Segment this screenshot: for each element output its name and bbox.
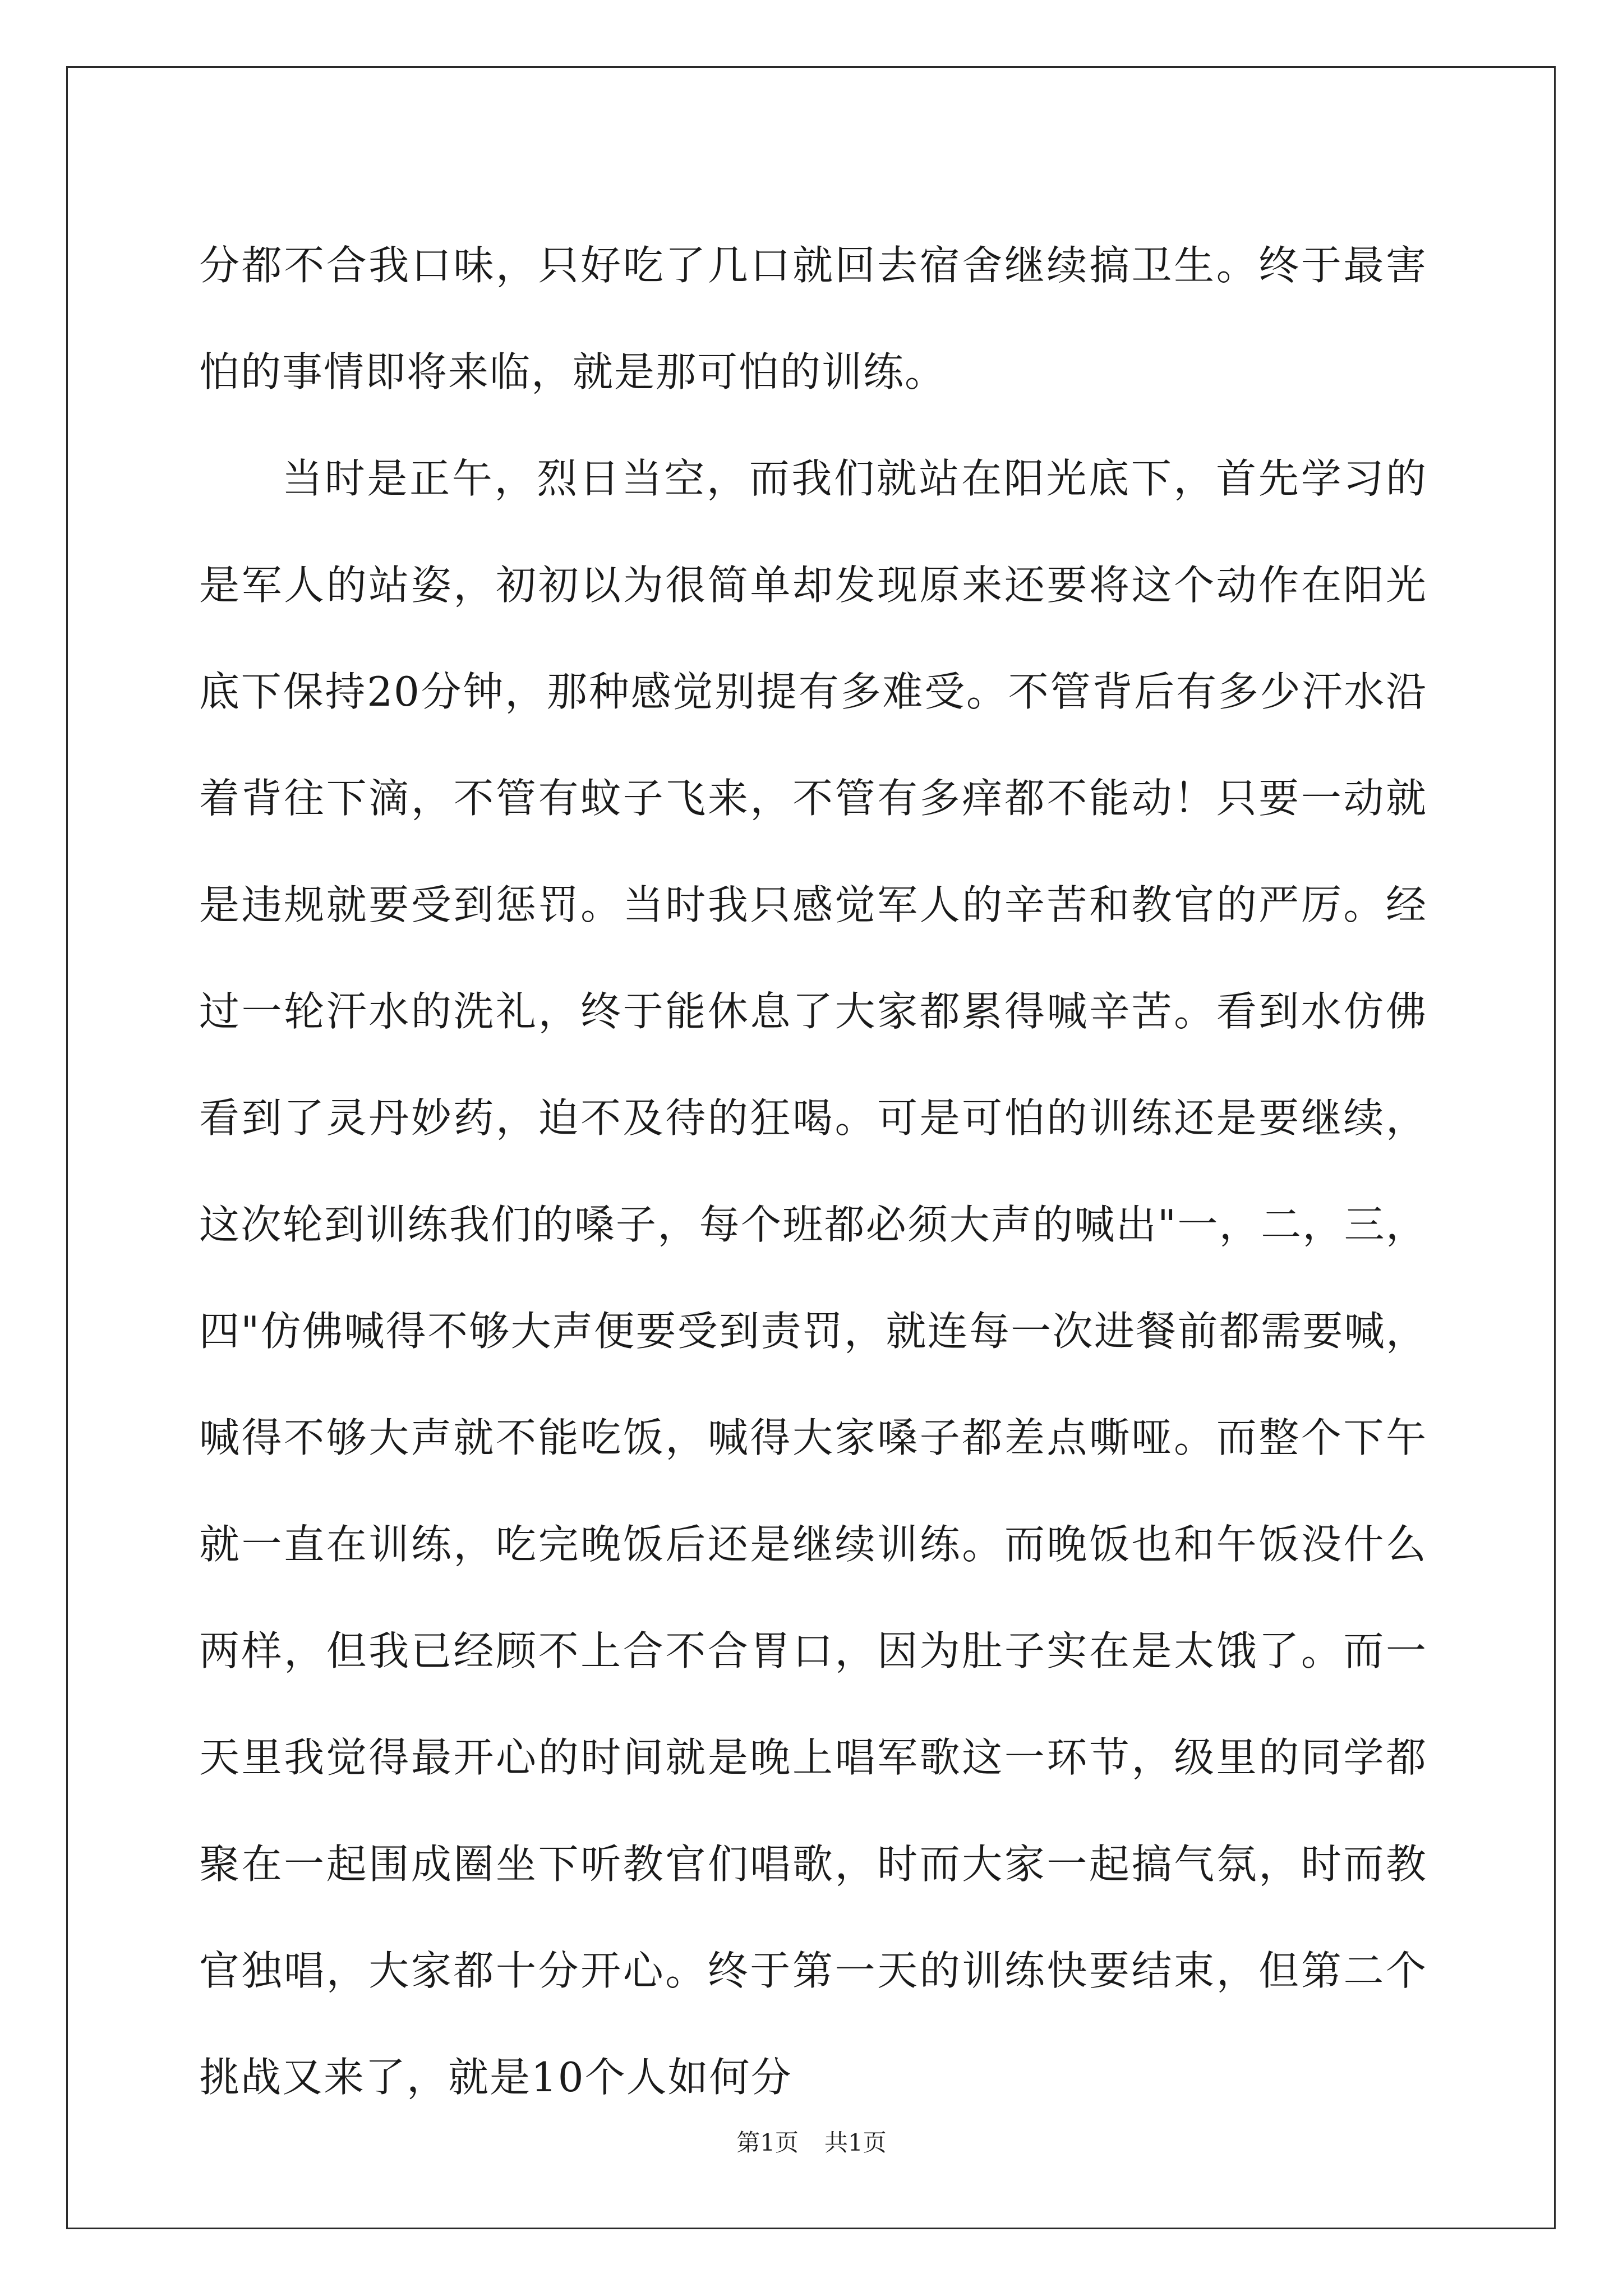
document-body	[199, 212, 1427, 2131]
page-number-total: 共1页	[824, 2129, 887, 2156]
page-footer	[0, 2126, 1623, 2160]
page-number-current: 第1页	[736, 2129, 799, 2156]
paragraph-2: 当时是正午，烈日当空，而我们就站在阳光底下，首先学习的是军人的站姿，初初以为很简单却发现原来还要将这个动作在阳光底下保持20分钟，那种感觉别提有多难受。不管背后有多少汗水沿着背往下滴，不管有蚊子飞来，不管有多痒都不能动！只要一动就是违规就要受到惩罚。当时我只感觉军人的辛苦和教官的严厉。经过一轮汗水的洗礼，终于能休息了大家都累得喊辛苦。看到水仿佛看到了灵丹妙药，迫不及待的狂喝。可是可怕的训练还是要继续，这次轮到训练我们的嗓子，每个班都必须大声的喊出"一，二，三，四"仿佛喊得不够大声便要受到责罚，就连每一次进餐前都需要喊，喊得不够大声就不能吃饭，喊得大家嗓子都差点嘶哑。而整个下午就一直在训练，吃完晚饭后还是继续训练。而晚饭也和午饭没什么两样，但我已经顾不上合不合胃口，因为肚子实在是太饿了。而一天里我觉得最开心的时间就是晚上唱军歌这一环节，级里的同学都聚在一起围成圈坐下听教官们唱歌，时而大家一起搞气氛，时而教官独唱，大家都十分开心。终于第一天的训练快要结束，但第二个挑战又来了，就是10个人如何分	[199, 455, 1427, 2101]
paragraph-1: 分都不合我口味，只好吃了几口就回去宿舍继续搞卫生。终于最害怕的事情即将来临，就是那可怕的训练。	[199, 242, 1427, 395]
